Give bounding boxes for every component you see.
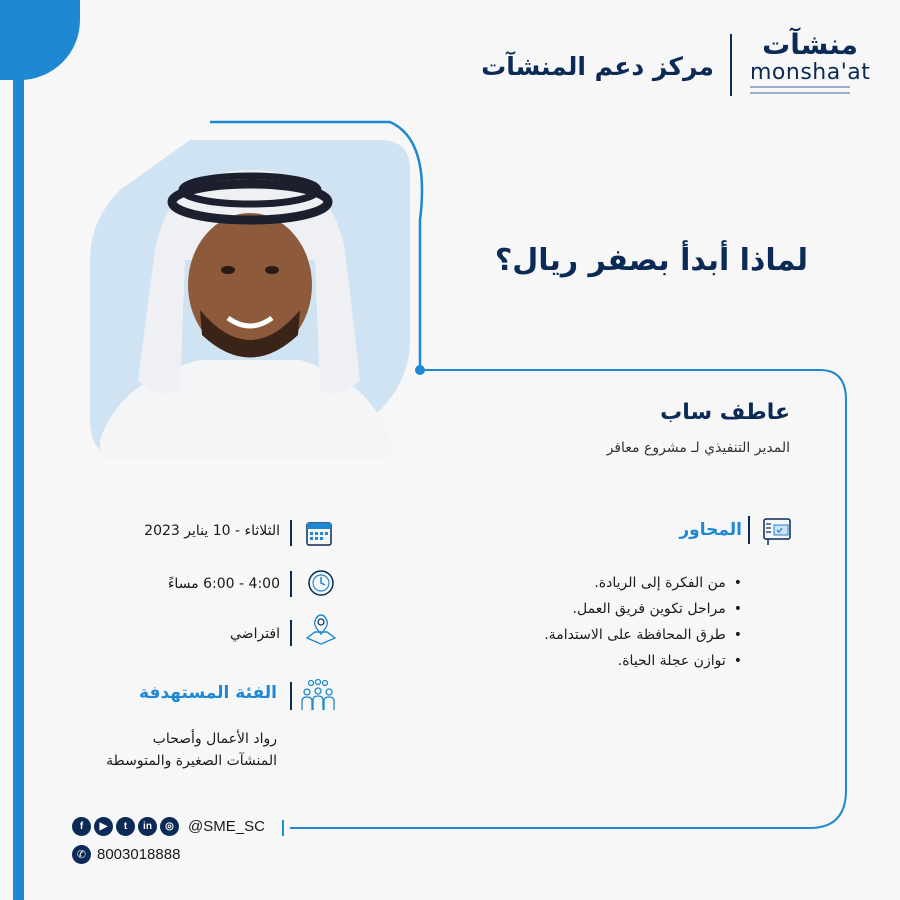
logo-latin: monsha'at	[750, 60, 871, 85]
axes-list	[382, 570, 742, 674]
monshaat-logo	[748, 28, 871, 100]
phone-row	[72, 843, 180, 865]
axes-item: • من الفكرة إلى الريادة.	[382, 570, 742, 596]
presentation-icon	[760, 515, 794, 549]
clock-icon	[304, 566, 338, 600]
social-row	[72, 814, 265, 838]
axes-item: • طرق المحافظة على الاستدامة.	[382, 622, 742, 648]
linkedin-icon[interactable]: in	[138, 817, 157, 836]
target-divider	[290, 682, 292, 710]
youtube-icon[interactable]: ▶	[94, 817, 113, 836]
date-row	[130, 517, 280, 551]
header-title: مركز دعم المنشآت	[481, 52, 714, 81]
header-divider	[730, 34, 732, 96]
axes-item: • مراحل تكوين فريق العمل.	[382, 596, 742, 622]
speaker-role: المدير التنفيذي لـ مشروع معافر	[606, 440, 790, 456]
target-line-1: رواد الأعمال وأصحاب	[152, 731, 277, 747]
location-divider	[290, 620, 292, 646]
time-text: 4:00 - 6:00 مساءً	[167, 576, 280, 592]
people-group-icon	[300, 678, 336, 714]
time-divider	[290, 571, 292, 597]
time-row	[130, 570, 280, 604]
date-divider	[290, 520, 292, 546]
logo-tagline-en	[750, 92, 850, 96]
facebook-icon[interactable]: f	[72, 817, 91, 836]
talk-title: لماذا أبدأ بصفر ريال؟	[494, 243, 808, 278]
speaker-name: عاطف ساب	[660, 400, 790, 425]
map-pin-icon	[304, 612, 338, 646]
axes-divider	[748, 516, 750, 544]
date-text: الثلاثاء - 10 يناير 2023	[144, 523, 280, 539]
axes-title: المحاور	[679, 520, 742, 540]
twitter-icon[interactable]: t	[116, 817, 135, 836]
speaker-photo	[60, 110, 440, 490]
social-handle[interactable]: @SME_SC	[188, 817, 265, 835]
instagram-icon[interactable]: ◎	[160, 817, 179, 836]
calendar-icon	[302, 516, 336, 550]
target-line-2: المنشآت الصغيرة والمتوسطة	[106, 753, 277, 769]
target-text	[106, 728, 277, 772]
location-row	[130, 620, 280, 654]
logo-arabic: منشآت	[762, 28, 858, 61]
phone-number[interactable]: 8003018888	[97, 845, 181, 863]
axes-item: • توازن عجلة الحياة.	[382, 648, 742, 674]
target-title: الفئة المستهدفة	[139, 683, 277, 703]
location-text: افتراضي	[230, 626, 280, 642]
phone-icon: ✆	[72, 845, 91, 864]
